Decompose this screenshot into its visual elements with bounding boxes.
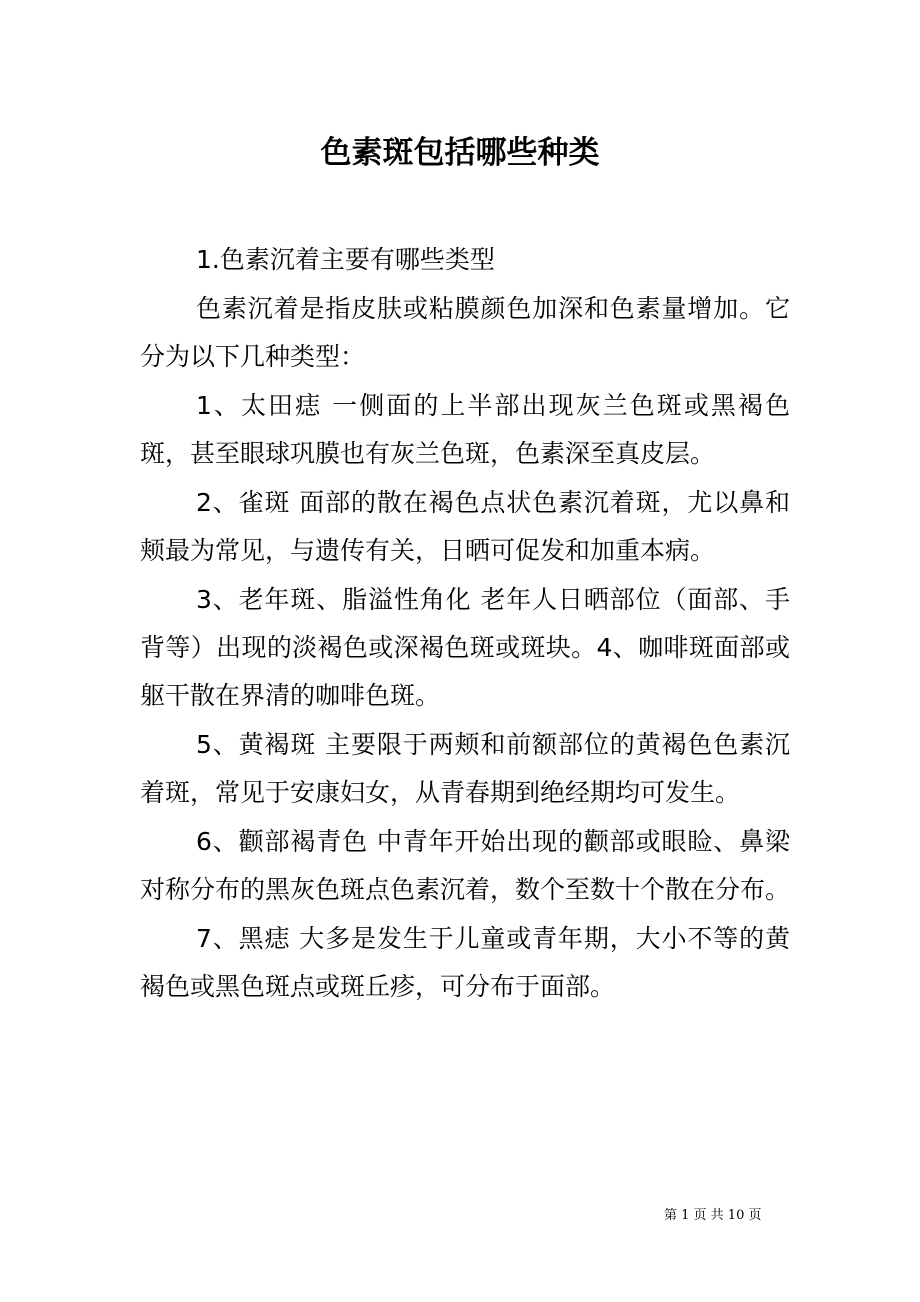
paragraph-item-3-4: 3、老年斑、脂溢性角化 老年人日晒部位（面部、手背等）出现的淡褐色或深褐色斑或斑块。4、咖啡斑面部或躯干散在界清的咖啡色斑。 [140,585,790,710]
paragraph-heading: 1.色素沉着主要有哪些类型 [196,245,495,274]
paragraph-item-7: 7、黑痣 大多是发生于儿童或青年期，大小不等的黄褐色或黑色斑点或斑丘疹，可分布于面部。 [140,924,790,1001]
paragraph-item-6: 6、颧部褐青色 中青年开始出现的颧部或眼睑、鼻梁对称分布的黑灰色斑点色素沉着，数个至数十个散在分布。 [140,827,791,904]
paragraph-item-2: 2、雀斑 面部的散在褐色点状色素沉着斑，尤以鼻和颊最为常见，与遗传有关，日晒可促发和加重本病。 [140,488,790,565]
paragraph-intro: 色素沉着是指皮肤或粘膜颜色加深和色素量增加。它分为以下几种类型： [140,294,790,371]
paragraph-item-5: 5、黄褐斑 主要限于两颊和前额部位的黄褐色色素沉着斑，常见于安康妇女，从青春期到绝经期均可发生。 [140,730,790,807]
document-title: 色素斑包括哪些种类 [320,135,600,171]
paragraph-item-1: 1、太田痣 一侧面的上半部出现灰兰色斑或黑褐色斑，甚至眼球巩膜也有灰兰色斑，色素深至真皮层。 [140,391,790,468]
page-number-footer: 第 1 页 共 10 页 [664,1208,762,1223]
document-body [140,236,790,1012]
